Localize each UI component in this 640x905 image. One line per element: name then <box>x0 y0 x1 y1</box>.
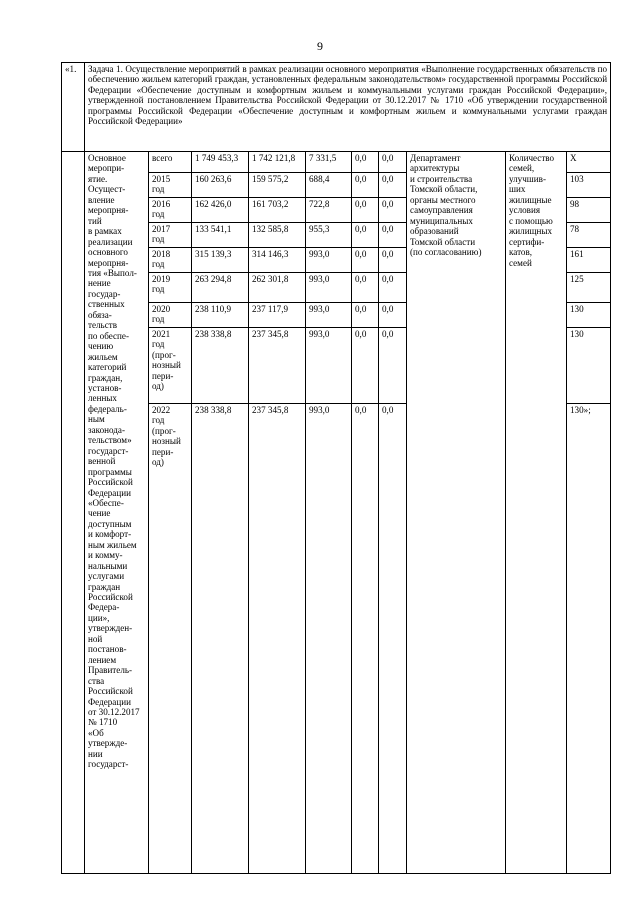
other-cell: 0,0 <box>379 248 407 273</box>
regional-cell: 688,4 <box>306 173 352 198</box>
period-cell: 2018 год <box>149 248 192 273</box>
regional-cell: 722,8 <box>306 198 352 223</box>
local-cell: 0,0 <box>352 404 379 874</box>
local-cell: 0,0 <box>352 152 379 173</box>
indicator-value-cell: 125 <box>567 273 611 303</box>
period-cell: 2021 год (прог- нозный пери- од) <box>149 328 192 404</box>
program-table <box>61 62 611 874</box>
other-cell: 0,0 <box>379 273 407 303</box>
total-cell: 238 338,8 <box>192 328 249 404</box>
local-cell: 0,0 <box>352 198 379 223</box>
indicator-value-cell: 130 <box>567 328 611 404</box>
total-cell: 162 426,0 <box>192 198 249 223</box>
federal-cell: 132 585,8 <box>249 223 306 248</box>
regional-cell: 955,3 <box>306 223 352 248</box>
federal-cell: 314 146,3 <box>249 248 306 273</box>
task-row <box>62 63 611 152</box>
indicator-value-cell: 161 <box>567 248 611 273</box>
table-row <box>62 152 611 173</box>
local-cell: 0,0 <box>352 273 379 303</box>
regional-cell: 993,0 <box>306 303 352 328</box>
indicator-value-cell: 78 <box>567 223 611 248</box>
indicator-value-cell: 103 <box>567 173 611 198</box>
row-marker: «1. <box>62 63 85 152</box>
period-cell: 2019 год <box>149 273 192 303</box>
federal-cell: 237 345,8 <box>249 404 306 874</box>
measure-description: Основное меропри- ятие. Осущест- вление меропрня- тий в рамках реализации основного меропрня- тия «Выпол- нение государ- ственных обяза- тельств по обеспе- чению жильем категорий граждан, установ- ленных федераль- ным законода- тельством» государст- венной программы Российской Федерации «Обеспе- чение доступным и комфорт- ным жильем и комму- нальными услугами граждан Российской Федера- ции», утвержден- ной постанов- лением Правитель- ства Российской Федерации от 30.12.2017 № 1710 «Об утвержде- нии государст- <box>85 152 149 874</box>
period-cell: 2015 год <box>149 173 192 198</box>
regional-cell: 993,0 <box>306 273 352 303</box>
period-cell: 2016 год <box>149 198 192 223</box>
federal-cell: 262 301,8 <box>249 273 306 303</box>
federal-cell: 161 703,2 <box>249 198 306 223</box>
federal-cell: 237 345,8 <box>249 328 306 404</box>
other-cell: 0,0 <box>379 404 407 874</box>
regional-cell: 993,0 <box>306 248 352 273</box>
regional-cell: 993,0 <box>306 404 352 874</box>
regional-cell: 7 331,5 <box>306 152 352 173</box>
total-cell: 238 338,8 <box>192 404 249 874</box>
federal-cell: 1 742 121,8 <box>249 152 306 173</box>
other-cell: 0,0 <box>379 303 407 328</box>
local-cell: 0,0 <box>352 223 379 248</box>
period-cell: 2020 год <box>149 303 192 328</box>
other-cell: 0,0 <box>379 198 407 223</box>
period-cell: всего <box>149 152 192 173</box>
indicator-name-cell: Количество семей, улучшив- ших жилищные условия с помощью жилищных сертифи- катов, семей <box>506 152 567 874</box>
total-cell: 238 110,9 <box>192 303 249 328</box>
indicator-value-cell: X <box>567 152 611 173</box>
regional-cell: 993,0 <box>306 328 352 404</box>
total-cell: 1 749 453,3 <box>192 152 249 173</box>
federal-cell: 159 575,2 <box>249 173 306 198</box>
local-cell: 0,0 <box>352 328 379 404</box>
task-description: Задача 1. Осуществление мероприятий в рамках реализации основного мероприятия «Выполнение государственных обязательств по обеспечению жильем категорий граждан, установленных федеральным законодательством» государственной программы Российской Федерации «Обеспечение доступным и комфортным жильем и коммунальными услугами граждан Российской Федерации», утвержденной постановлением Правительства Российской Федерации от 30.12.2017 № 1710 «Об утверждении государственной программы Российской Федерации «Обеспечение доступным и комфортным жильем и коммунальными услугами граждан Российской Федерации» <box>85 63 611 152</box>
other-cell: 0,0 <box>379 173 407 198</box>
other-cell: 0,0 <box>379 223 407 248</box>
total-cell: 160 263,6 <box>192 173 249 198</box>
page-number: 9 <box>317 39 323 53</box>
local-cell: 0,0 <box>352 173 379 198</box>
total-cell: 263 294,8 <box>192 273 249 303</box>
local-cell: 0,0 <box>352 248 379 273</box>
other-cell: 0,0 <box>379 152 407 173</box>
total-cell: 133 541,1 <box>192 223 249 248</box>
federal-cell: 237 117,9 <box>249 303 306 328</box>
period-cell: 2022 год (прог- нозный пери- од) <box>149 404 192 874</box>
local-cell: 0,0 <box>352 303 379 328</box>
executor-cell: Департамент архитектуры и строительства Томской области, органы местного самоуправления муниципальных образований Томской области (по согласованию) <box>407 152 506 874</box>
indicator-value-cell: 130 <box>567 303 611 328</box>
indicator-value-cell: 98 <box>567 198 611 223</box>
total-cell: 315 139,3 <box>192 248 249 273</box>
indicator-value-cell: 130»; <box>567 404 611 874</box>
empty-cell <box>62 152 85 874</box>
other-cell: 0,0 <box>379 328 407 404</box>
period-cell: 2017 год <box>149 223 192 248</box>
